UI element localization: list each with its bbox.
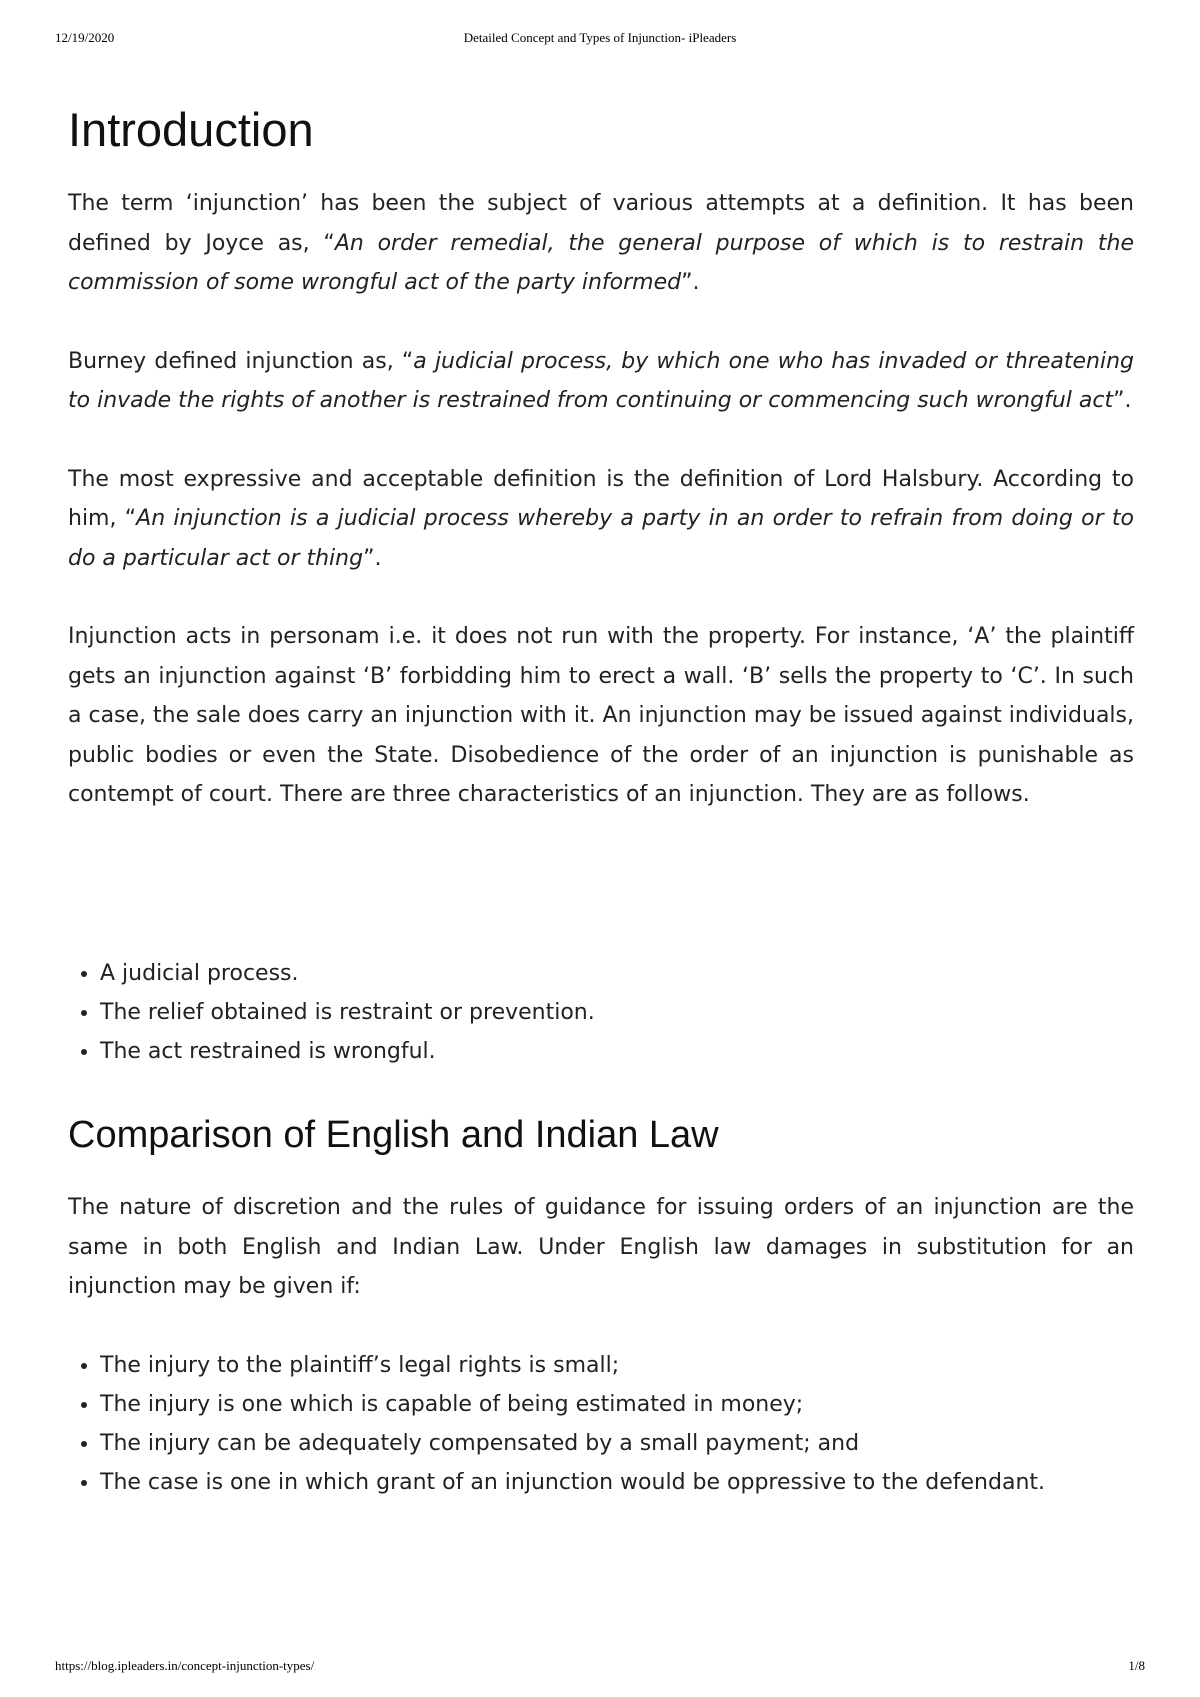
paragraph-text: ”. xyxy=(1113,388,1132,414)
heading-introduction: Introduction xyxy=(68,103,314,156)
paragraph-text: ”. xyxy=(363,545,382,571)
article-content xyxy=(68,102,1134,1544)
list-item: • The act restrained is wrongful. xyxy=(100,1032,1134,1071)
print-url: https://blog.ipleaders.in/concept-injunction-types/ xyxy=(55,1658,315,1673)
list-item: • The case is one in which grant of an injunction would be oppressive to the defendant. xyxy=(100,1463,1134,1502)
paragraph-comparison: The nature of discretion and the rules of guidance for issuing orders of an injunction are the same in both English and Indian Law. Under English law damages in substitution for an injunction may be given if: xyxy=(68,1195,1134,1300)
print-header xyxy=(55,30,1145,50)
list-item: • The injury can be adequately compensated by a small payment; and xyxy=(100,1424,1134,1463)
paragraph-joyce-definition xyxy=(68,184,1134,303)
print-date: 12/19/2020 xyxy=(55,30,115,45)
paragraph-text: Burney defined injunction as, “ xyxy=(68,348,414,374)
list-item: • The injury to the plaintiff’s legal rights is small; xyxy=(100,1346,1134,1385)
paragraph-text: The term ‘injunction’ has been the subject of various attempts at a definition. It has been defined by Joyce as, “ xyxy=(68,191,1134,256)
quote-burney: a judicial process, by which one who has invaded or threatening to invade the rights of another is restrained from continuing or commencing such wrongful act xyxy=(68,348,1134,414)
paragraph-in-personam: Injunction acts in personam i.e. it does not run with the property. For instance, ‘A’ the plaintiff gets an injunction against ‘B’ forbidding him to erect a wall. ‘B’ sells the property to ‘C’. In such a case, the sale does carry an injunction with it. An injunction may be issued against individuals, public bodies or even the State. Disobedience of the order of an injunction is punishable as contempt of court. There are three characteristics of an injunction. They are as follows. xyxy=(68,624,1134,808)
quote-joyce: An order remedial, the general purpose of which is to restrain the commission of some wrongful act of the party informed xyxy=(68,230,1134,296)
quote-halsbury: An injunction is a judicial process whereby a party in an order to refrain from doing or to do a particular act or thing xyxy=(68,506,1135,571)
paragraph-text: The most expressive and acceptable definition is the definition of Lord Halsbury. According to him, “ xyxy=(68,466,1134,532)
print-footer xyxy=(55,1658,1145,1678)
conditions-list xyxy=(68,1346,1134,1502)
paragraph-text: ”. xyxy=(681,270,700,296)
heading-comparison: Comparison of English and Indian Law xyxy=(68,1113,719,1156)
page-number: 1/8 xyxy=(1128,1658,1145,1673)
characteristics-list xyxy=(68,954,1134,1071)
print-page-title: Detailed Concept and Types of Injunction- iPleaders xyxy=(463,30,737,45)
paragraph-halsbury-definition xyxy=(68,460,1134,579)
spacer xyxy=(68,854,1134,954)
paragraph-burney-definition xyxy=(68,342,1134,421)
list-item: • The relief obtained is restraint or prevention. xyxy=(100,993,1134,1032)
list-item: • A judicial process. xyxy=(100,954,1134,993)
list-item: • The injury is one which is capable of being estimated in money; xyxy=(100,1385,1134,1424)
